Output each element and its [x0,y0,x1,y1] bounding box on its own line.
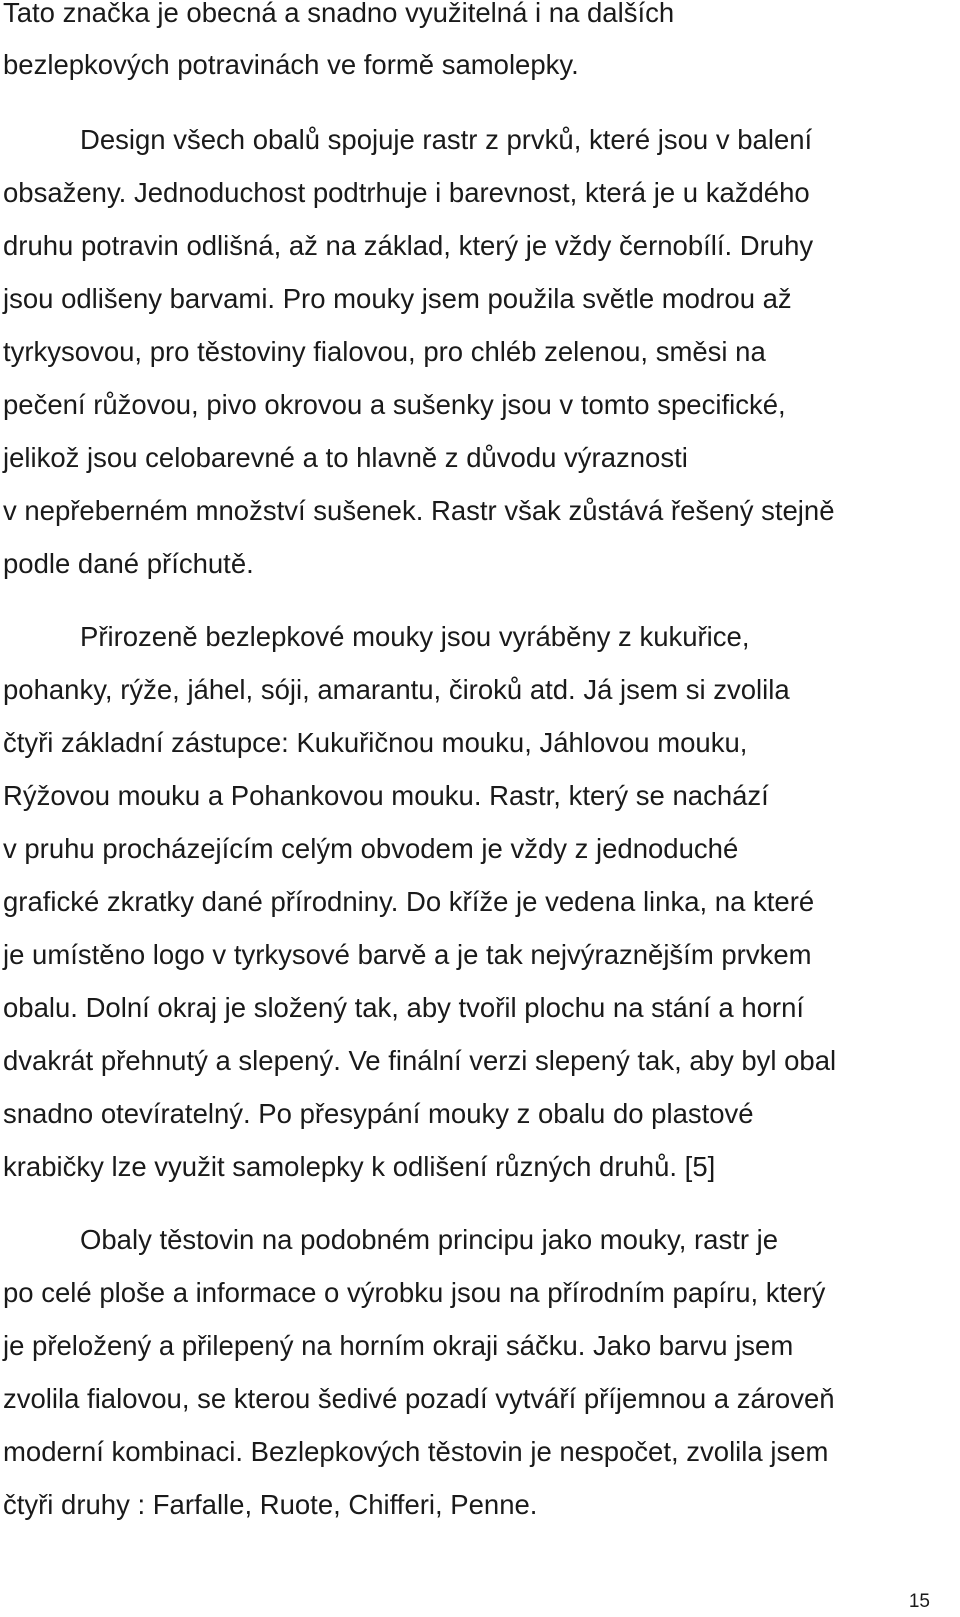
text-line: Tato značka je obecná a snadno využitelná i na dalších [3,0,675,28]
text-line: dvakrát přehnutý a slepený. Ve finální verzi slepený tak, aby byl obal [3,1045,837,1076]
paragraph-start-line: Design všech obalů spojuje rastr z prvků, které jsou v balení [80,124,813,155]
paragraph-start-line: Obaly těstovin na podobném principu jako mouky, rastr je [80,1224,779,1255]
text-line: jsou odlišeny barvami. Pro mouky jsem použila světle modrou až [3,283,792,314]
text-line: v nepřeberném množství sušenek. Rastr však zůstává řešený stejně [3,495,835,526]
paragraph-start-line: Přirozeně bezlepkové mouky jsou vyráběny z kukuřice, [80,621,750,652]
text-line: čtyři druhy : Farfalle, Ruote, Chifferi, Penne. [3,1489,538,1520]
text-line: bezlepkových potravinách ve formě samolepky. [3,49,579,80]
text-line: obsaženy. Jednoduchost podtrhuje i barevnost, která je u každého [3,177,810,208]
text-line: obalu. Dolní okraj je složený tak, aby tvořil plochu na stání a horní [3,992,805,1023]
text-line: snadno otevíratelný. Po přesypání mouky z obalu do plastové [3,1098,754,1129]
text-line: zvolila fialovou, se kterou šedivé pozadí vytváří příjemnou a zároveň [3,1383,835,1414]
page-number: 15 [908,1591,930,1612]
text-line: jelikož jsou celobarevné a to hlavně z důvodu výraznosti [3,442,688,473]
text-line: v pruhu procházejícím celým obvodem je vždy z jednoduché [3,833,739,864]
text-line: druhu potravin odlišná, až na základ, který je vždy černobílí. Druhy [3,230,814,261]
text-line: Rýžovou mouku a Pohankovou mouku. Rastr, který se nachází [3,780,769,811]
text-line: pečení růžovou, pivo okrovou a sušenky jsou v tomto specifické, [3,389,786,420]
text-line: čtyři základní zástupce: Kukuřičnou mouku, Jáhlovou mouku, [3,727,748,758]
text-line: moderní kombinaci. Bezlepkových těstovin je nespočet, zvolila jsem [3,1436,829,1467]
text-line: pohanky, rýže, jáhel, sóji, amarantu, čiroků atd. Já jsem si zvolila [3,674,790,705]
text-line: je přeložený a přilepený na horním okraji sáčku. Jako barvu jsem [3,1330,794,1361]
text-line: grafické zkratky dané přírodniny. Do kříže je vedena linka, na které [3,886,815,917]
text-line: podle dané příchutě. [3,548,254,579]
text-line: krabičky lze využit samolepky k odlišení různých druhů. [5] [3,1151,716,1182]
text-line: po celé ploše a informace o výrobku jsou na přírodním papíru, který [3,1277,826,1308]
text-line: je umístěno logo v tyrkysové barvě a je tak nejvýraznějším prvkem [3,939,812,970]
text-line: tyrkysovou, pro těstoviny fialovou, pro chléb zelenou, směsi na [3,336,766,367]
